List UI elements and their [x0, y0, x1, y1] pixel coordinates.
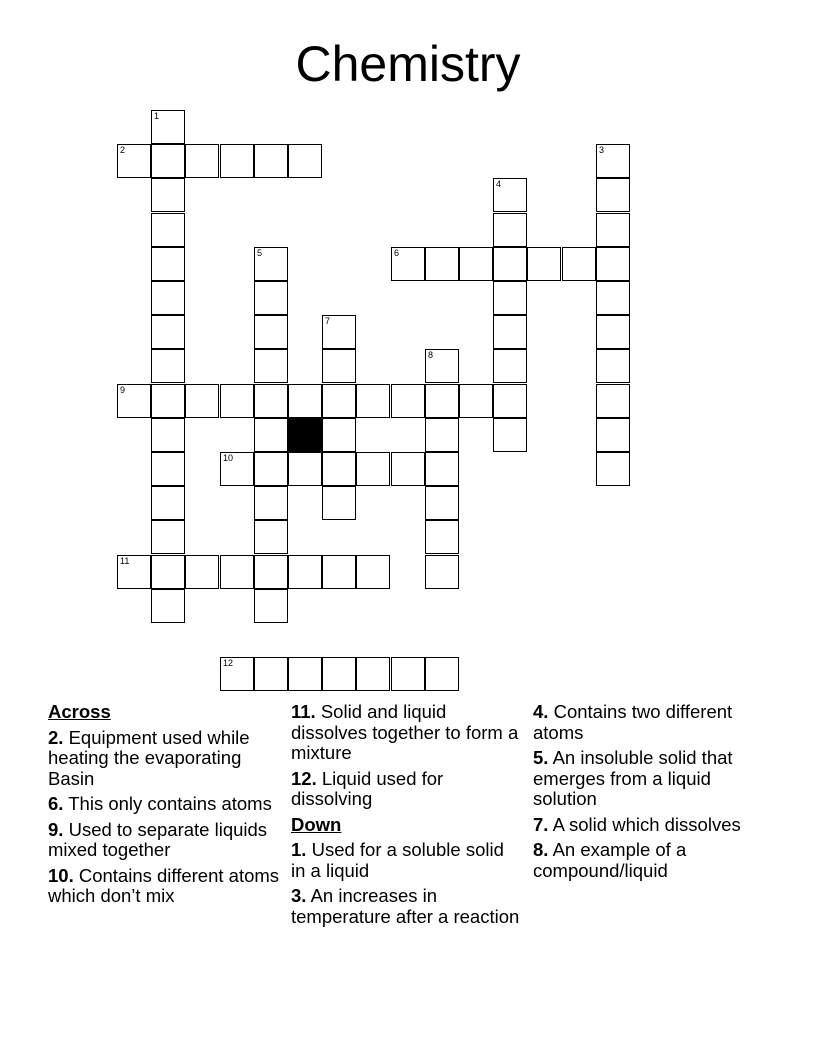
clue-across-10: 10. Contains different atoms which don’t mix	[48, 864, 280, 906]
grid-cell[interactable]	[254, 452, 288, 486]
cell-number: 7	[325, 316, 331, 326]
grid-cell[interactable]	[151, 213, 185, 247]
grid-cell[interactable]	[288, 555, 322, 589]
grid-cell[interactable]	[425, 418, 459, 452]
grid-cell[interactable]	[151, 110, 185, 144]
grid-cell[interactable]	[254, 315, 288, 349]
grid-cell[interactable]	[425, 520, 459, 554]
clue-across-11: 11. Solid and liquid dissolves together to form a mixture	[291, 701, 519, 763]
grid-cell[interactable]	[493, 418, 527, 452]
grid-cell[interactable]	[527, 247, 561, 281]
grid-cell[interactable]	[151, 281, 185, 315]
grid-cell[interactable]	[151, 555, 185, 589]
grid-cell[interactable]	[254, 486, 288, 520]
grid-cell[interactable]	[151, 315, 185, 349]
clue-down-3: 3. An increases in temperature after a reaction	[291, 885, 520, 927]
grid-cell[interactable]	[254, 247, 288, 281]
clue-across-6: 6. This only contains atoms	[48, 793, 272, 814]
grid-cell[interactable]	[425, 349, 459, 383]
grid-cell[interactable]	[459, 247, 493, 281]
grid-cell[interactable]	[596, 418, 630, 452]
cell-number: 9	[120, 385, 126, 395]
cell-number: 12	[223, 658, 234, 668]
grid-cell[interactable]	[459, 384, 493, 418]
grid-cell[interactable]	[356, 657, 390, 691]
clue-across-12: 12. Liquid used for dissolving	[291, 767, 444, 809]
clue-across-2: 2. Equipment used while heating the evaporating Basin	[48, 726, 250, 789]
grid-cell[interactable]	[356, 555, 390, 589]
grid-cell[interactable]	[254, 589, 288, 623]
grid-cell[interactable]	[254, 418, 288, 452]
clue-down-1: 1. Used for a soluble solid in a liquid	[291, 839, 504, 881]
cell-number: 10	[223, 453, 234, 463]
grid-cell[interactable]	[254, 144, 288, 178]
grid-cell[interactable]	[151, 384, 185, 418]
grid-cell[interactable]	[596, 281, 630, 315]
grid-cell[interactable]	[391, 247, 425, 281]
grid-cell[interactable]	[493, 213, 527, 247]
clue-down-8: 8. An example of a compound/liquid	[533, 839, 687, 881]
grid-cell[interactable]	[117, 384, 151, 418]
grid-cell[interactable]	[288, 657, 322, 691]
clue-column-2	[291, 702, 523, 932]
cell-number: 2	[120, 145, 126, 155]
grid-cell[interactable]	[425, 247, 459, 281]
grid-cell[interactable]	[391, 657, 425, 691]
grid-cell[interactable]	[322, 452, 356, 486]
grid-cell[interactable]	[151, 418, 185, 452]
grid-cell[interactable]	[151, 178, 185, 212]
grid-cell[interactable]	[322, 555, 356, 589]
grid-cell[interactable]	[425, 452, 459, 486]
grid-cell[interactable]	[220, 384, 254, 418]
grid-cell[interactable]	[151, 452, 185, 486]
grid-cell[interactable]	[356, 452, 390, 486]
cell-number: 6	[394, 248, 400, 258]
grid-cell[interactable]	[151, 589, 185, 623]
grid-cell[interactable]	[322, 384, 356, 418]
clue-down-4: 4. Contains two different atoms	[533, 701, 733, 743]
grid-cell[interactable]	[185, 555, 219, 589]
grid-cell[interactable]	[288, 384, 322, 418]
grid-cell[interactable]	[254, 281, 288, 315]
grid-cell[interactable]	[220, 657, 254, 691]
grid-cell[interactable]	[220, 144, 254, 178]
grid-cell[interactable]	[185, 144, 219, 178]
grid-cell[interactable]	[151, 144, 185, 178]
grid-cell[interactable]	[151, 486, 185, 520]
grid-cell[interactable]	[596, 384, 630, 418]
grid-cell[interactable]	[254, 520, 288, 554]
grid-cell[interactable]	[117, 555, 151, 589]
grid-cell[interactable]	[562, 247, 596, 281]
grid-cell[interactable]	[493, 384, 527, 418]
grid-cell[interactable]	[596, 213, 630, 247]
grid-cell[interactable]	[322, 418, 356, 452]
grid-cell[interactable]	[254, 555, 288, 589]
grid-cell[interactable]	[288, 452, 322, 486]
grid-cell[interactable]	[493, 281, 527, 315]
grid-cell[interactable]	[254, 384, 288, 418]
cell-number: 4	[496, 179, 502, 189]
grid-cell[interactable]	[220, 555, 254, 589]
grid-cell[interactable]	[151, 247, 185, 281]
grid-cell[interactable]	[220, 452, 254, 486]
grid-cell[interactable]	[322, 486, 356, 520]
grid-cell[interactable]	[322, 315, 356, 349]
grid-cell[interactable]	[596, 349, 630, 383]
grid-cell[interactable]	[596, 247, 630, 281]
puzzle-title: Chemistry	[295, 36, 521, 92]
grid-cell[interactable]	[493, 315, 527, 349]
grid-cell[interactable]	[151, 520, 185, 554]
grid-cell[interactable]	[254, 657, 288, 691]
grid-cell[interactable]	[391, 384, 425, 418]
grid-cell[interactable]	[117, 144, 151, 178]
cell-number: 11	[120, 556, 130, 566]
grid-cell[interactable]	[425, 384, 459, 418]
grid-cell[interactable]	[322, 349, 356, 383]
grid-cell[interactable]	[185, 384, 219, 418]
grid-cell[interactable]	[391, 452, 425, 486]
grid-cell[interactable]	[288, 144, 322, 178]
grid-cell[interactable]	[596, 144, 630, 178]
grid-cell[interactable]	[596, 452, 630, 486]
across-heading: Across	[48, 701, 111, 722]
grid-cell[interactable]	[493, 247, 527, 281]
clue-across-9: 9. Used to separate liquids mixed together	[48, 818, 268, 860]
grid-cell[interactable]	[596, 315, 630, 349]
cell-number: 8	[428, 350, 434, 360]
grid-cell[interactable]	[356, 384, 390, 418]
cell-number: 3	[599, 145, 605, 155]
grid-cell[interactable]	[425, 486, 459, 520]
cell-number: 1	[154, 111, 160, 121]
grid-cell[interactable]	[151, 349, 185, 383]
grid-cell[interactable]	[493, 349, 527, 383]
down-heading: Down	[291, 813, 342, 835]
grid-cell[interactable]	[254, 349, 288, 383]
clue-down-5: 5. An insoluble solid that emerges from a liquid solution	[533, 747, 733, 809]
clue-column-3	[533, 702, 765, 886]
black-cell	[288, 418, 322, 452]
grid-cell[interactable]	[596, 178, 630, 212]
grid-cell[interactable]	[322, 657, 356, 691]
grid-cell[interactable]	[493, 178, 527, 212]
grid-cell[interactable]	[425, 657, 459, 691]
clue-column-1	[48, 702, 280, 912]
grid-cell[interactable]	[425, 555, 459, 589]
clue-down-7: 7. A solid which dissolves	[533, 813, 741, 835]
cell-number: 5	[257, 248, 263, 258]
